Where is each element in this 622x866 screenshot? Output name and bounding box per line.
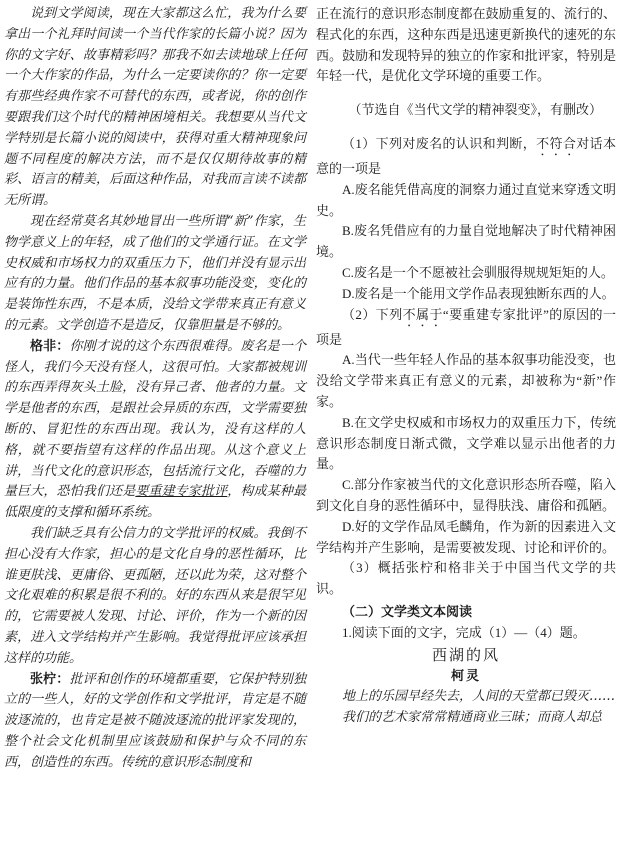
essay-author: 柯灵 [450,668,481,684]
question-2-text-b: “要重建专家批评”的原因的一项是 [316,306,616,347]
q2-option-c: C.部分作家被当代的文化意识形态所吞噬，陷入到文化自身的恶性循环中，显得肤浅、庸俗和孤陋。 [316,477,616,513]
emphasis-not-belong: 不属于 [402,306,443,322]
question-3: （3）概括张柠和格非关于中国当代文学的共识。 [316,560,616,597]
emphasis-not-conform: 不符合 [536,135,577,151]
gefei-text-before: 你刚才说的这个东西很难得。废名是一个怪人，我们今天没有怪人，这很可怕。大家都被规训的东西弄得灰头土脸，没有异己者、他者的力量。文学是他者的东西，是跟社会异质的东西，文学需要独断的、冒犯性的东西出现。我认为，没有这样的人格，就不要指望有这样的作品出现。从这个意义上讲，当代文化的意识形态，包括流行文化，吞噬的力量巨大，恐怕我们还是 [4,338,306,500]
right-column [316,4,616,729]
paragraph-reading: 说到文学阅读，现在大家都这么忙，我为什么要拿出一个礼拜时间读一个当代作家的长篇小说？因为你的文字好、故事精彩吗？那我不如去读地球上任何一个大作家的作品，为什么一定要读你的？你一定要有那些经典作家不可替代的东西，或者说，你的创作要跟我们这个时代的精神困境相关。我想要从当代文学特别是长篇小说的阅读中，获得对重大精神现象问题不同程度的解决方法，而不是仅仅期待故事的精彩、语言的精美，后面这种作品，对我而言读不读都无所谓。 [4,6,306,209]
speaker-zhangning: 张柠： [30,671,70,687]
paragraph-zhangning [4,670,306,774]
q1-option-c: C.废名是一个不愿被社会驯服得规规矩矩的人。 [342,264,614,280]
source-note: （节选自《当代文学的精神裂变》，有删改） [348,102,602,118]
zhangning-text: 批评和创作的环境都重要，它保护特别独立的一些人，好的文学创作和文学批评，肯定是不随波逐流的，也肯定是被不随波逐流的批评家发现的，整个社会文化机制里应该鼓励和保护与众不同的东西，创造性的东西。传统的意识形态制度和 [4,671,306,770]
instruction: 1.阅读下面的文字，完成（1）—（4）题。 [342,624,586,640]
section-heading: （二）文学类文本阅读 [342,603,473,619]
question-1-text-b: 对话本意的一项是 [316,135,616,176]
paragraph-criticism: 我们缺乏具有公信力的文学批评的权威。我倒不担心没有大作家，担心的是文化自身的恶性循环，比谁更肤浅、更庸俗、更孤陋，还以此为荣，这对整个文化艰难的积累是很不利的。好的东西从来是很罕见的，它需要被人发现、讨论、评价，作为一个新的因素，进入文学结构并产生影响。我觉得批评应该承担这样的功能。 [4,525,306,666]
gefei-text-after: ，构成某种最低限度的支撑和循环系统。 [4,484,306,521]
essay-text-1: 地上的乐园早经失去，人间的天堂都已毁灭…… [342,689,616,705]
q2-option-d: D.好的文学作品凤毛麟角，作为新的因素进入文学结构并产生影响，是需要被发现、讨论和评价的。 [316,518,616,555]
q1-option-d: D.废名是一个能用文学作品表现独断东西的人。 [342,285,615,301]
question-1-text-a: （1）下列对废名的认识和判断， [342,135,537,151]
q1-option-b: B.废名凭借应有的力量自觉地解决了时代精神困境。 [316,223,616,260]
paragraph-new-writers: 现在经常莫名其妙地冒出一些所谓“新”作家，生物学意义上的年轻，成了他们的文学通行证。在文学史权威和市场权力的双重压力下，他们并没有显示出应有的力量。他们作品的基本叙事功能没变，变化的是装饰性东西，不是本质，没给文学带来真正有意义的元素。文学创造不是造反，仅靠胆量是不够的。 [4,213,306,333]
q2-option-b: B.在文学史权威和市场权力的双重压力下，传统意识形态制度日渐式微，文学难以显示出他者的力量。 [316,414,616,472]
q2-option-a: A.当代一些年轻人作品的基本叙事功能没变，也没给文学带来真正有意义的元素，却被称为“新”作家。 [316,352,616,409]
paragraph-gefei [4,337,306,524]
left-column [4,4,306,773]
speaker-gefei: 格非： [30,338,70,354]
question-2-text-a: （2）下列 [342,306,403,322]
essay-text-2: 我们的艺术家常常精通商业三昧；而商人却总 [342,709,603,725]
essay-title: 西湖的风 [431,647,500,664]
question-2 [316,305,616,351]
underlined-phrase: 要重建专家批评 [135,484,228,500]
paragraph-continued: 正在流行的意识形态制度都在鼓励重复的、流行的、程式化的东西，这种东西是迅速更新换代的速死的东西。鼓励和发现特异的独立的作家和批评家，特别是年轻一代，是优化文学环境的重要工作。 [316,6,616,84]
q1-option-a: A.废名能凭借高度的洞察力通过直觉来穿透文明史。 [316,181,616,218]
question-1 [316,134,616,180]
